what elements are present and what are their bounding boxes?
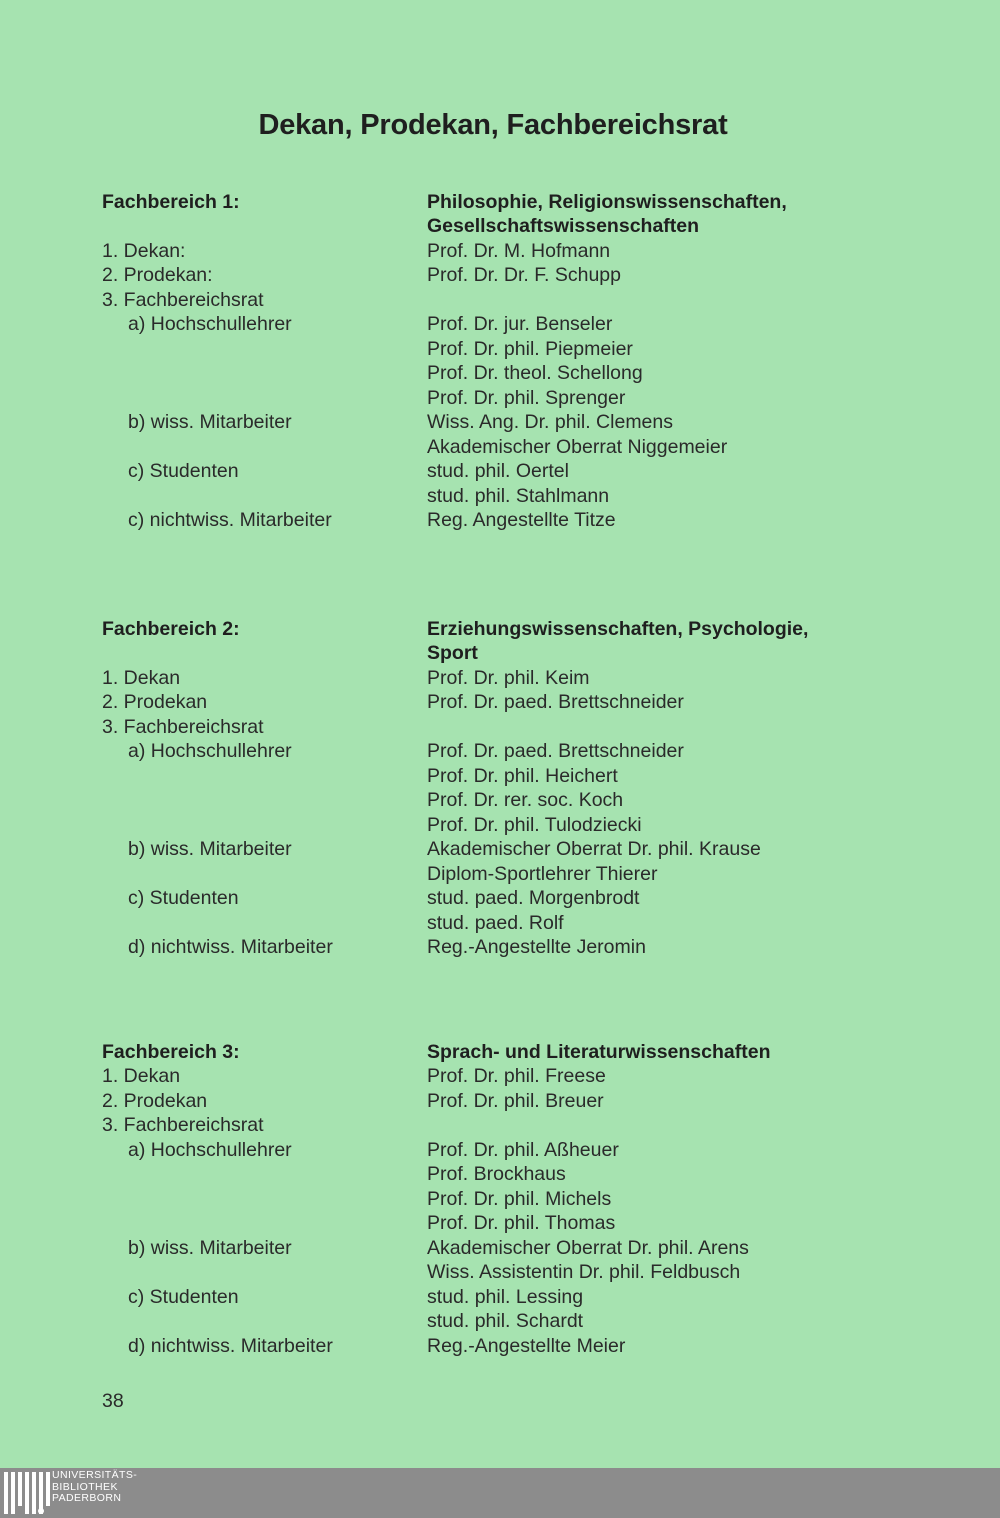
dekan-name: Prof. Dr. phil. Keim [427, 667, 590, 689]
member-name: stud. paed. Rolf [427, 912, 564, 934]
rat-row [0, 1113, 1000, 1137]
prodekan-name: Prof. Dr. paed. Brettschneider [427, 691, 684, 713]
section-subject: Gesellschaftswissenschaften [427, 215, 700, 237]
library-line-2: BIBLIOTHEK [52, 1480, 118, 1493]
member-name: stud. paed. Morgenbrodt [427, 887, 640, 909]
group-a-label: a) Hochschullehrer [128, 313, 292, 335]
group-b-label: b) wiss. Mitarbeiter [128, 411, 292, 433]
page-number: 38 [102, 1390, 124, 1412]
prodekan-row [0, 1089, 1000, 1113]
prodekan-name: Prof. Dr. phil. Breuer [427, 1090, 604, 1112]
library-barcode-icon [4, 1472, 50, 1514]
prodekan-label: 2. Prodekan [102, 691, 208, 713]
section-subject: Sport [427, 642, 478, 664]
member-name: stud. phil. Schardt [427, 1310, 584, 1332]
group-d-row [0, 1334, 1000, 1358]
member-name: Akademischer Oberrat Dr. phil. Krause [427, 838, 761, 860]
prodekan-name: Prof. Dr. Dr. F. Schupp [427, 264, 621, 286]
group-a-row [0, 1138, 1000, 1162]
member-name: Prof. Dr. phil. Michels [427, 1188, 612, 1210]
dekan-label: 1. Dekan: [102, 240, 186, 262]
group-b-label: b) wiss. Mitarbeiter [128, 838, 292, 860]
dekan-row [0, 666, 1000, 690]
library-footer [0, 1468, 1000, 1518]
member-name: Prof. Dr. phil. Piepmeier [427, 338, 633, 360]
group-b-row [0, 837, 1000, 861]
member-name: Prof. Dr. rer. soc. Koch [427, 789, 624, 811]
rat-row [0, 715, 1000, 739]
member-name: Akademischer Oberrat Niggemeier [427, 436, 728, 458]
group-a-label: a) Hochschullehrer [128, 1139, 292, 1161]
section-subject: Sprach- und Literaturwissenschaften [427, 1041, 771, 1063]
member-name: Akademischer Oberrat Dr. phil. Arens [427, 1237, 749, 1259]
group-d-label: c) nichtwiss. Mitarbeiter [128, 509, 332, 531]
member-name: stud. phil. Oertel [427, 460, 569, 482]
section-header-row [0, 617, 1000, 641]
member-name: Reg.-Angestellte Jeromin [427, 936, 646, 958]
prodekan-row [0, 263, 1000, 287]
member-name: Prof. Dr. jur. Benseler [427, 313, 613, 335]
group-b-label: b) wiss. Mitarbeiter [128, 1237, 292, 1259]
group-a-row [0, 312, 1000, 336]
prodekan-label: 2. Prodekan: [102, 264, 213, 286]
member-name: Prof. Dr. phil. Heichert [427, 765, 618, 787]
group-b-row [0, 410, 1000, 434]
rat-label: 3. Fachbereichsrat [102, 1114, 264, 1136]
section-heading: Fachbereich 1: [102, 191, 240, 213]
member-name: Wiss. Assistentin Dr. phil. Feldbusch [427, 1261, 741, 1283]
member-name: Prof. Dr. phil. Thomas [427, 1212, 616, 1234]
section-subject-row [0, 214, 1000, 238]
group-a-row [0, 739, 1000, 763]
member-name: Reg. Angestellte Titze [427, 509, 616, 531]
logo-dot-icon [38, 1508, 44, 1514]
group-d-label: d) nichtwiss. Mitarbeiter [128, 936, 333, 958]
member-name: Reg.-Angestellte Meier [427, 1335, 626, 1357]
group-c-label: c) Studenten [128, 887, 239, 909]
member-name: Prof. Brockhaus [427, 1163, 566, 1185]
member-name: Prof. Dr. phil. Aßheuer [427, 1139, 619, 1161]
dekan-label: 1. Dekan [102, 667, 181, 689]
section-subject: Philosophie, Religionswissenschaften, [427, 191, 787, 213]
library-name [52, 1470, 137, 1505]
section-heading: Fachbereich 2: [102, 618, 240, 640]
member-name: Prof. Dr. theol. Schellong [427, 362, 643, 384]
member-name: Prof. Dr. phil. Tulodziecki [427, 814, 642, 836]
member-name: stud. phil. Lessing [427, 1286, 584, 1308]
dekan-row [0, 1064, 1000, 1088]
group-a-label: a) Hochschullehrer [128, 740, 292, 762]
dekan-label: 1. Dekan [102, 1065, 181, 1087]
group-d-label: d) nichtwiss. Mitarbeiter [128, 1335, 333, 1357]
section-header-row [0, 190, 1000, 214]
group-c-row [0, 886, 1000, 910]
member-name: Prof. Dr. paed. Brettschneider [427, 740, 684, 762]
prodekan-label: 2. Prodekan [102, 1090, 208, 1112]
group-c-row [0, 1285, 1000, 1309]
group-c-label: c) Studenten [128, 1286, 239, 1308]
group-d-row [0, 508, 1000, 532]
member-name: Prof. Dr. phil. Sprenger [427, 387, 626, 409]
member-name: stud. phil. Stahlmann [427, 485, 610, 507]
section-heading: Fachbereich 3: [102, 1041, 240, 1063]
group-b-row [0, 1236, 1000, 1260]
group-c-row [0, 459, 1000, 483]
page-title: Dekan, Prodekan, Fachbereichsrat [258, 109, 728, 141]
prodekan-row [0, 690, 1000, 714]
member-name: Wiss. Ang. Dr. phil. Clemens [427, 411, 673, 433]
library-line-1: UNIVERSITÄTS- [52, 1469, 138, 1481]
rat-label: 3. Fachbereichsrat [102, 716, 264, 738]
rat-row [0, 288, 1000, 312]
group-d-row [0, 935, 1000, 959]
group-c-label: c) Studenten [128, 460, 239, 482]
dekan-name: Prof. Dr. M. Hofmann [427, 240, 611, 262]
section-subject: Erziehungswissenschaften, Psychologie, [427, 618, 809, 640]
section-subject-row [0, 641, 1000, 665]
member-name: Diplom-Sportlehrer Thierer [427, 863, 658, 885]
rat-label: 3. Fachbereichsrat [102, 289, 264, 311]
dekan-row [0, 239, 1000, 263]
dekan-name: Prof. Dr. phil. Freese [427, 1065, 606, 1087]
library-line-3: PADERBORN [52, 1492, 122, 1504]
section-header-row [0, 1040, 1000, 1064]
